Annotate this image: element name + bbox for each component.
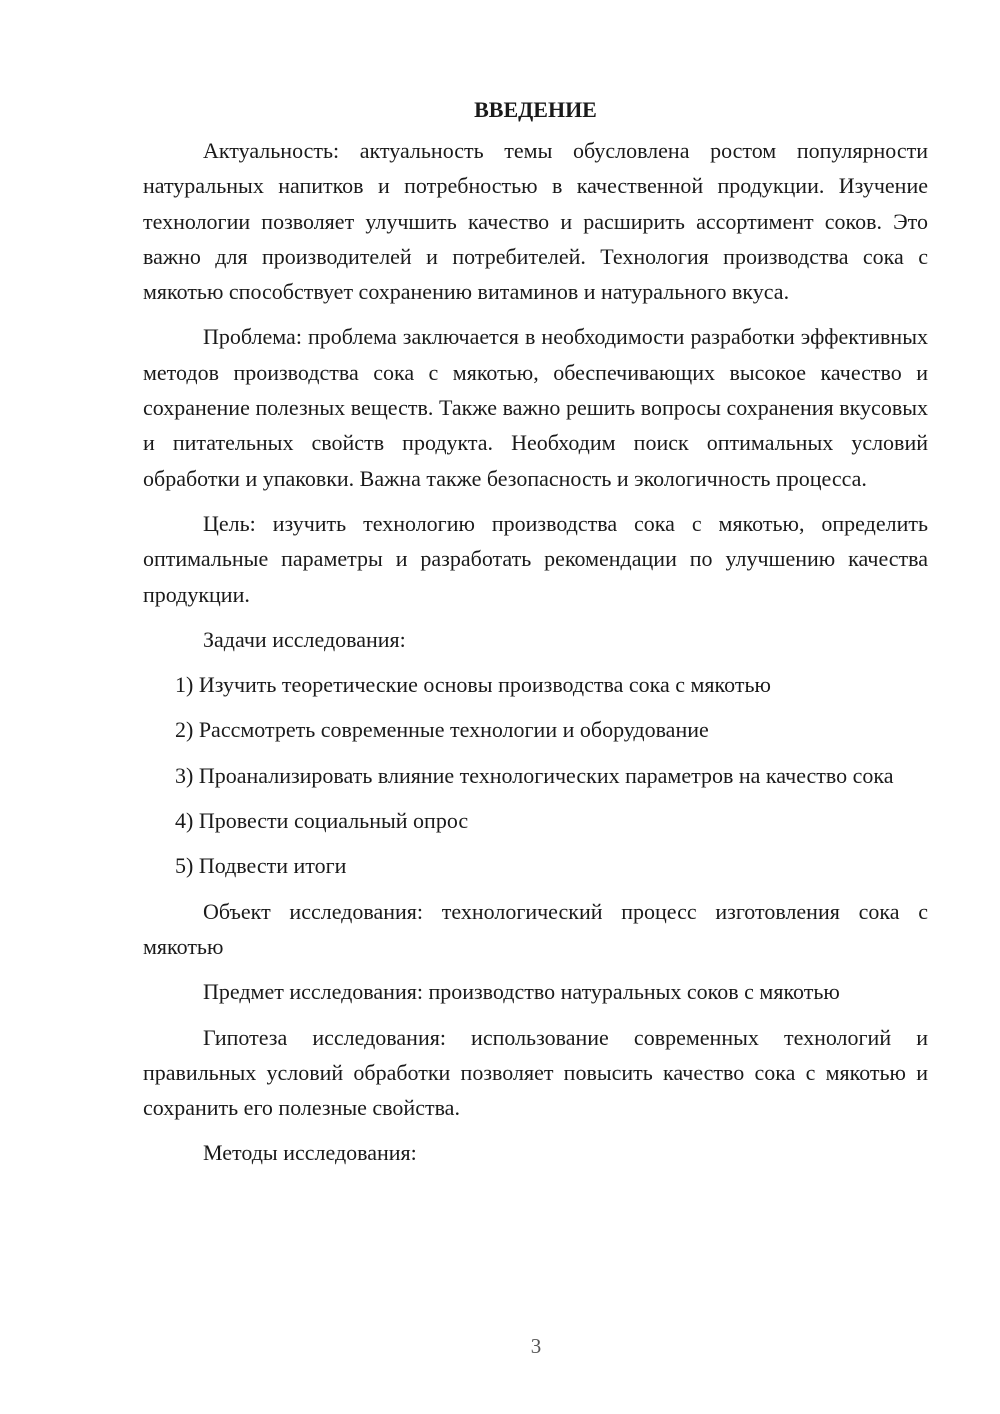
task-item-2: 2) Рассмотреть современные технологии и оборудование	[175, 717, 709, 743]
page-number: 3	[530, 1334, 542, 1358]
relevance-paragraph: Актуальность: актуальность темы обусловлена ростом популярности натуральных напитков и потребностью в качественной продукции. Изучение технологии позволяет улучшить качество и расширить ассортимент соков. Это важно для производителей и потребителей. Технология производства сока с мякотью способствует сохранению витаминов и натурального вкуса.	[143, 138, 928, 305]
task-item-1: 1) Изучить теоретические основы производства сока с мякотью	[175, 672, 771, 698]
object-paragraph: Объект исследования: технологический процесс изготовления сока с мякотью	[143, 898, 928, 959]
tasks-heading: Задачи исследования:	[203, 626, 406, 652]
problem-paragraph: Проблема: проблема заключается в необходимости разработки эффективных методов производства сока с мякотью, обеспечивающих высокое качество и сохранение полезных веществ. Также важно решить вопросы сохранения вкусовых и питательных свойств продукта. Необходим поиск оптимальных условий обработки и упаковки. Важна также безопасность и экологичность процесса.	[143, 324, 928, 491]
task-item-3: 3) Проанализировать влияние технологических параметров на качество сока	[175, 762, 894, 788]
task-item-4: 4) Провести социальный опрос	[175, 808, 469, 834]
page-content	[143, 92, 928, 1181]
subject-paragraph: Предмет исследования: производство натуральных соков с мякотью	[203, 979, 840, 1005]
goal-paragraph: Цель: изучить технологию производства сока с мякотью, определить оптимальные параметры и разработать рекомендации по улучшению качества продукции.	[143, 510, 928, 607]
section-title: ВВЕДЕНИЕ	[474, 97, 597, 122]
hypothesis-paragraph: Гипотеза исследования: использование современных технологий и правильных условий обработки позволяет повысить качество сока с мякотью и сохранить его полезные свойства.	[143, 1024, 928, 1121]
task-item-5: 5) Подвести итоги	[175, 853, 347, 879]
methods-heading: Методы исследования:	[203, 1140, 417, 1166]
